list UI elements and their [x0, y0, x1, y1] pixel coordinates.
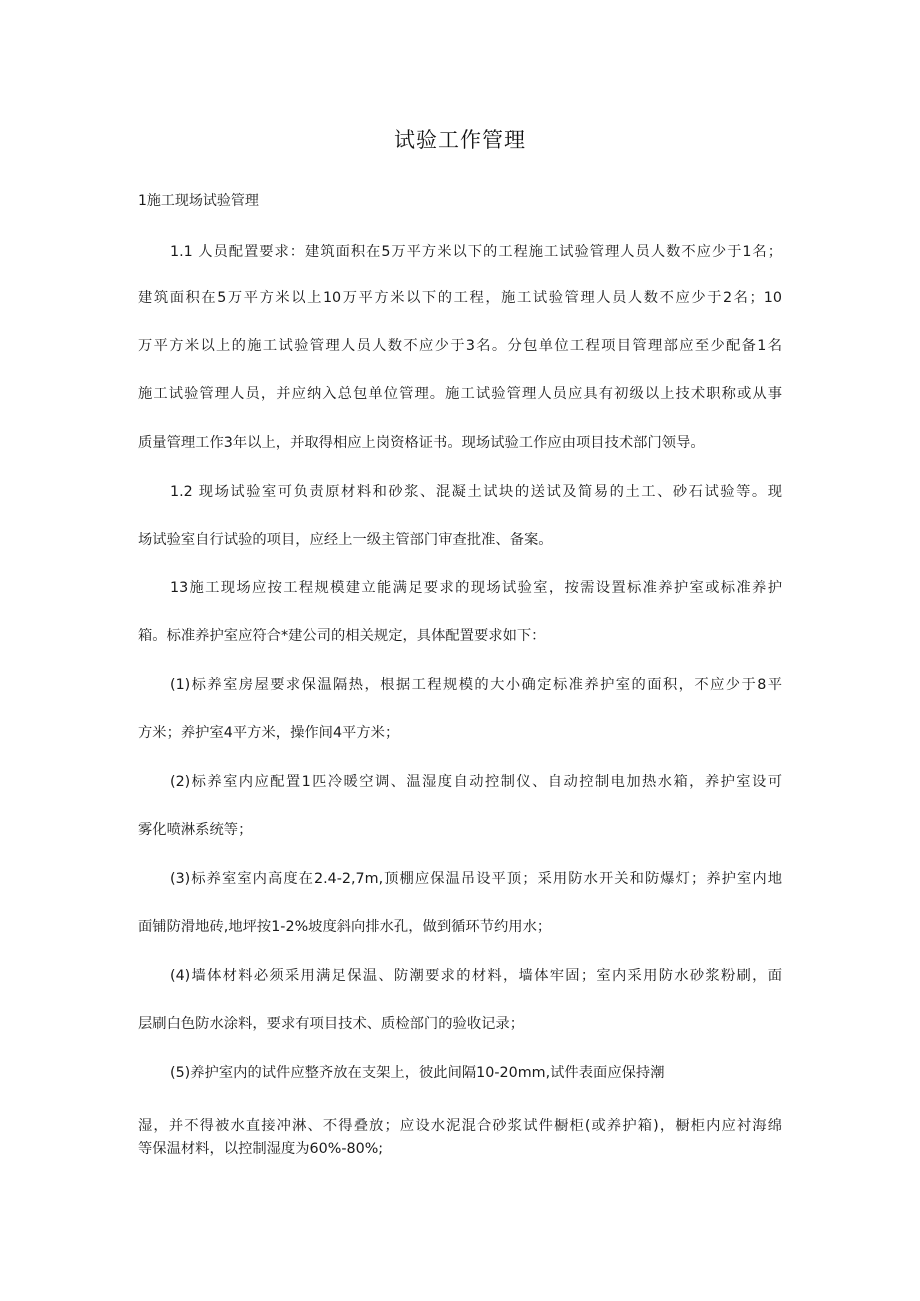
paragraph-line: 1.1 人员配置要求：建筑面积在5万平方米以下的工程施工试验管理人员人数不应少于1名；	[170, 244, 782, 260]
list-item-line: 层刷白色防水涂料，要求有项目技术、质检部门的验收记录；	[138, 1016, 525, 1032]
list-item-line: 湿，并不得被水直接冲淋、不得叠放；应设水泥混合砂浆试件橱柜(或养护箱)，橱柜内应衬海绵	[138, 1118, 782, 1134]
paragraph-line: 13施工现场应按工程规模建立能满足要求的现场试验室，按需设置标准养护室或标准养护	[170, 580, 782, 596]
list-item-line: 等保温材料，以控制湿度为60%-80%;	[138, 1141, 384, 1157]
paragraph-line: 万平方米以上的施工试验管理人员人数不应少于3名。分包单位工程项目管理部应至少配备1名	[138, 338, 782, 354]
list-item-line: 雾化喷淋系统等；	[138, 822, 253, 838]
paragraph-line: 质量管理工作3年以上，并取得相应上岗资格证书。现场试验工作应由项目技术部门领导。	[138, 435, 705, 451]
list-item-line: (1)标养室房屋要求保温隔热，根据工程规模的大小确定标准养护室的面积，不应少于8平	[170, 677, 782, 693]
list-item-line: 方米；养护室4平方米，操作间4平方米；	[138, 725, 400, 741]
list-item-line: (4)墙体材料必须采用满足保温、防潮要求的材料，墙体牢固；室内采用防水砂浆粉刷，面	[170, 968, 782, 984]
document-title: 试验工作管理	[394, 128, 526, 152]
paragraph-line: 箱。标准养护室应符合*建公司的相关规定，具体配置要求如下：	[138, 628, 546, 644]
paragraph-line: 场试验室自行试验的项目，应经上一级主管部门审查批准、备案。	[138, 532, 553, 548]
list-item-line: (2)标养室内应配置1匹冷暖空调、温湿度自动控制仪、自动控制电加热水箱，养护室设可	[170, 774, 782, 790]
list-item-line: (3)标养室室内高度在2.4-2,7m,顶棚应保温吊设平顶；采用防水开关和防爆灯；养护室内地	[170, 871, 782, 887]
paragraph-line: 1.2 现场试验室可负责原材料和砂浆、混凝土试块的送试及简易的土工、砂石试验等。现	[170, 484, 782, 500]
list-item-line: 面铺防滑地砖,地坪按1-2%坡度斜向排水孔，做到循环节约用水；	[138, 919, 552, 935]
paragraph-line: 施工试验管理人员，并应纳入总包单位管理。施工试验管理人员应具有初级以上技术职称或从事	[138, 386, 782, 402]
list-item-line: (5)养护室内的试件应整齐放在支架上，彼此间隔10-20mm,试件表面应保持潮	[170, 1065, 665, 1081]
section-heading: 1施工现场试验管理	[138, 193, 259, 209]
paragraph-line: 建筑面积在5万平方米以上10万平方米以下的工程，施工试验管理人员人数不应少于2名；10	[138, 290, 782, 306]
